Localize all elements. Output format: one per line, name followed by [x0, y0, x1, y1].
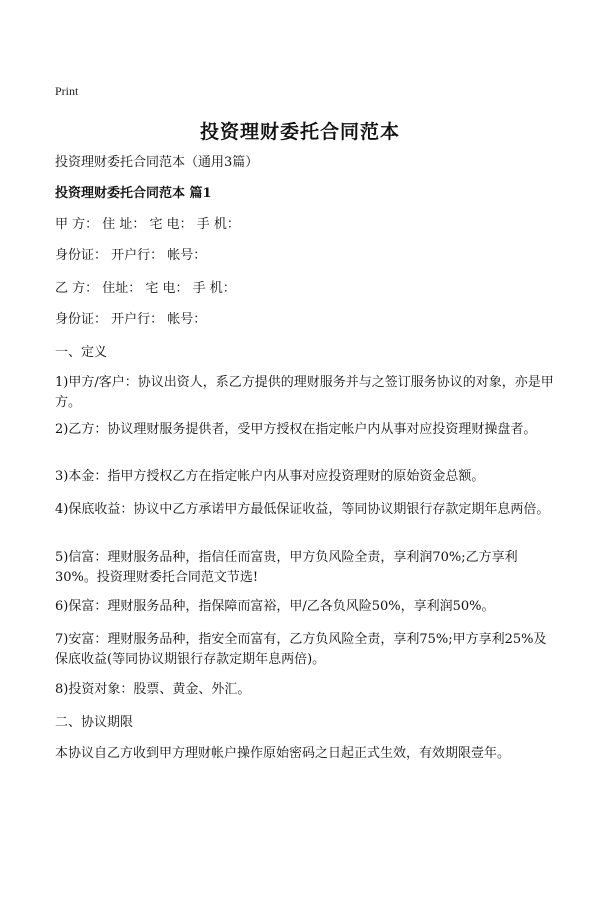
party-b-id-line: 身份证： 开户行： 帐号： — [55, 312, 207, 327]
definition-3: 3)本金：指甲方授权乙方在指定帐户内从事对应投资理财的原始资金总额。 — [55, 469, 485, 484]
document-subtitle: 投资理财委托合同范本（通用3篇） — [55, 155, 259, 170]
party-b-address-line: 乙 方： 住址： 宅 电： 手 机： — [55, 281, 236, 296]
definition-5: 5)信富：理财服务品种，指信任而富贵，甲方负风险全责，享利润70%;乙方享利30%。投资理财委托合同范文节选! — [55, 550, 518, 585]
section-heading: 投资理财委托合同范本 篇1 — [55, 186, 212, 201]
definition-2: 2)乙方：协议理财服务提供者，受甲方授权在指定帐户内从事对应投资理财操盘者。 — [55, 422, 537, 437]
definition-6: 6)保富：理财服务品种，指保障而富裕，甲/乙各负风险50%，享利润50%。 — [55, 599, 495, 614]
party-a-address-line: 甲 方： 住 址： 宅 电： 手 机： — [55, 217, 240, 232]
definition-8: 8)投资对象：股票、黄金、外汇。 — [55, 682, 251, 697]
period-text: 本协议自乙方收到甲方理财帐户操作原始密码之日起正式生效，有效期限壹年。 — [55, 746, 511, 761]
print-label: Print — [55, 84, 79, 98]
period-heading: 二、协议期限 — [55, 715, 134, 730]
definition-4: 4)保底收益：协议中乙方承诺甲方最低保证收益，等同协议期银行存款定期年息两倍。 — [55, 502, 550, 517]
definitions-heading: 一、定义 — [55, 345, 108, 360]
document-title: 投资理财委托合同范本 — [199, 121, 400, 143]
party-a-id-line: 身份证： 开户行： 帐号： — [55, 248, 207, 263]
definition-7: 7)安富：理财服务品种，指安全而富有，乙方负风险全责，享利75%;甲方享利25%及保底收益(等同协议期银行存款定期年息两倍)。 — [55, 632, 547, 667]
definition-1: 1)甲方/客户：协议出资人，系乙方提供的理财服务并与之签订服务协议的对象，亦是甲方。 — [55, 375, 554, 410]
